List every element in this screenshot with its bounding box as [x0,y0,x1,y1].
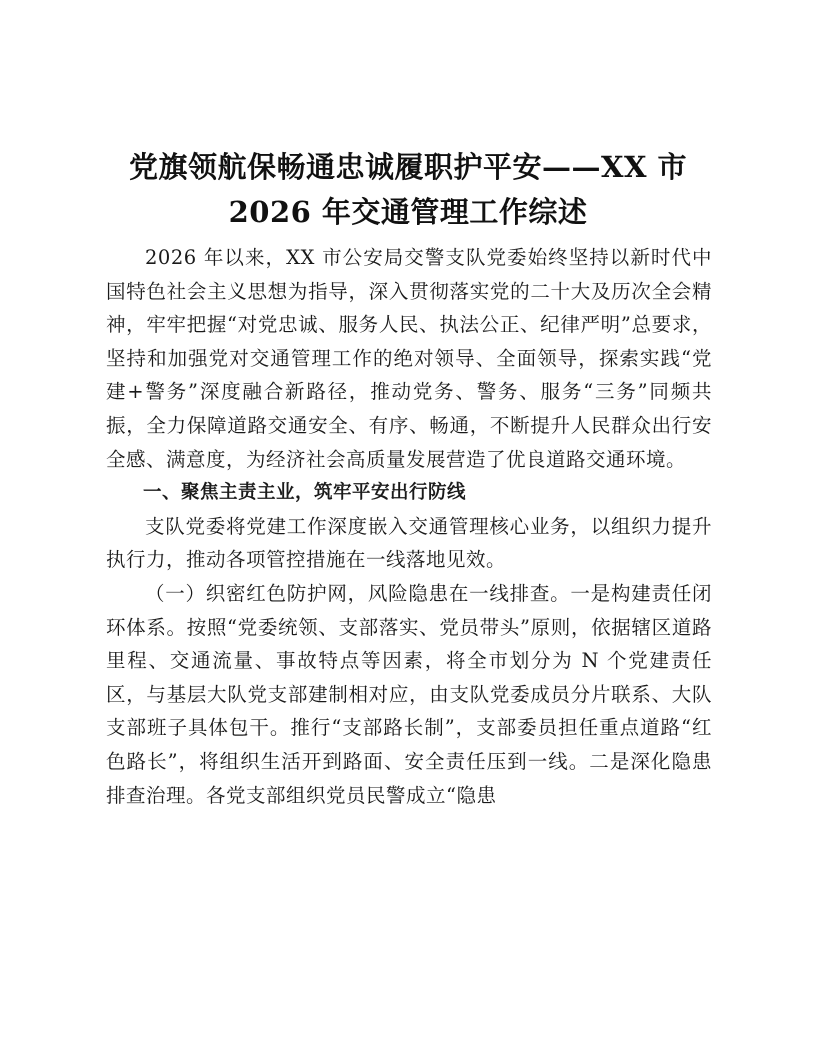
subsection-heading-1: （一）织密红色防护网，风险隐患在一线排查。 [145,581,571,605]
document-title-line-1: 党旗领航保畅通忠诚履职护平安——XX 市 [128,150,688,184]
section-heading-1: 一、聚焦主责主业，筑牢平安出行防线 [143,482,467,504]
section-1-paragraph: 支队党委将党建工作深度嵌入交通管理核心业务，以组织力提升执行力，推动各项管控措施在一线落地见效。 [106,514,712,572]
subsection-1-body: 一是构建责任闭环体系。按照“党委统领、支部落实、党员带头”原则，依据辖区道路里程、交通流量、事故特点等因素，将全市划分为 N 个党建责任区，与基层大队党支部建制相对应，由支队党委成员分片联系、大队支部班子具体包干。推行“支部路长制”，支部委员担任重点道路“红色路长”，将组织生活开到路面、安全责任压到一线。二是深化隐患排查治理。各党支部组织党员民警成立“隐患 [106,581,712,807]
intro-paragraph: 2026 年以来，XX 市公安局交警支队党委始终坚持以新时代中国特色社会主义思想为指导，深入贯彻落实党的二十大及历次全会精神，牢牢把握“对党忠诚、服务人民、执法公正、纪律严明”总要求，坚持和加强党对交通管理工作的绝对领导、全面领导，探索实践“党建+警务”深度融合新路径，推动党务、警务、服务“三务”同频共振，全力保障道路交通安全、有序、畅通，不断提升人民群众出行安全感、满意度，为经济社会高质量发展营造了优良道路交通环境。 [106,246,712,471]
document-body [106,241,712,812]
subsection-1-paragraph [106,577,712,812]
document-title-line-2: 2026 年交通管理工作综述 [228,195,588,229]
